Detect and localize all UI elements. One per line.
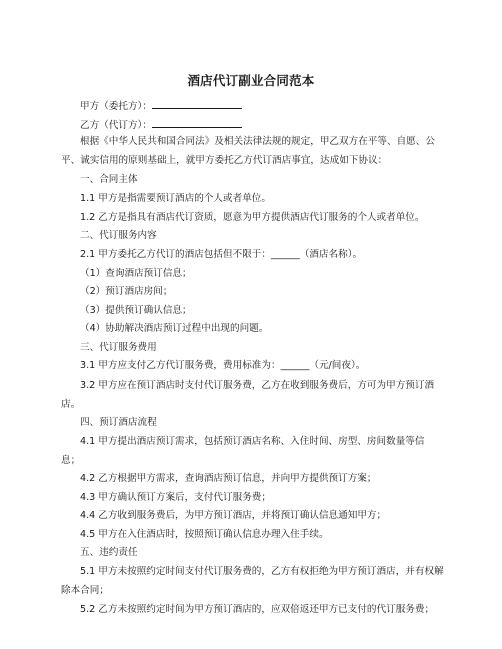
document-title: 酒店代订副业合同范本 (187, 73, 315, 88)
clause-4-3: 4.3 甲方确认预订方案后，支付代订服务费； (80, 492, 271, 503)
clause-3-1: 3.1 甲方应支付乙方代订服务费，费用标准为：______（元/间夜）。 (80, 360, 366, 371)
clause-2-sub-3: （3）提供预订确认信息； (80, 305, 192, 316)
clause-2-1: 2.1 甲方委托乙方代订的酒店包括但不限于：______（酒店名称）。 (80, 249, 363, 260)
section-4-heading: 四、预订酒店流程 (80, 417, 157, 428)
clause-3-2: 3.2 甲方应在预订酒店时支付代订服务费，乙方在收到服务费后，方可为甲方预订酒店。 (61, 380, 435, 410)
clause-5-2: 5.2 乙方未按照约定时间为甲方预订酒店的，应双倍返还甲方已支付的代订服务费； (80, 604, 435, 615)
clause-1-1: 1.1 甲方是指需要预订酒店的个人或者单位。 (80, 193, 271, 204)
clause-4-4: 4.4 乙方收到服务费后，为甲方预订酒店，并将预订确认信息通知甲方； (80, 510, 387, 521)
section-3-heading: 三、代订服务费用 (80, 342, 157, 353)
clause-2-sub-4: （4）协助解决酒店预订过程中出现的问题。 (80, 323, 269, 334)
section-1-heading: 一、合同主体 (80, 174, 138, 185)
party-b-line (80, 117, 242, 132)
party-a-label: 甲方（委托方）： (80, 101, 152, 112)
clause-4-5: 4.5 甲方在入住酒店时，按照预订确认信息办理入住手续。 (80, 529, 329, 540)
party-b-label: 乙方（代订方）： (80, 120, 152, 131)
clause-4-2: 4.2 乙方根据甲方需求，查询酒店预订信息，并向甲方提供预订方案； (80, 473, 377, 484)
party-a-line (80, 98, 242, 113)
party-a-blank (152, 98, 242, 109)
clause-2-sub-1: （1）查询酒店预订信息； (80, 268, 192, 279)
party-b-blank (152, 117, 242, 128)
clause-5-1: 5.1 甲方未按照约定时间支付代订服务费的，乙方有权拒绝为甲方预订酒店，并有权解除本合同； (61, 566, 444, 596)
clause-1-2: 1.2 乙方是指具有酒店代订资质，愿意为甲方提供酒店代订服务的个人或者单位。 (80, 212, 425, 223)
clause-2-sub-2: （2）预订酒店房间； (80, 286, 173, 297)
clause-4-1: 4.1 甲方提出酒店预订需求，包括预订酒店名称、入住时间、房型、房间数量等信息； (61, 436, 425, 466)
intro-paragraph: 根据《中华人民共和国合同法》及相关法律法规的规定，甲乙双方在平等、自愿、公平、诚实信用的原则基础上，就甲方委托乙方代订酒店事宜，达成如下协议： (61, 136, 435, 166)
section-2-heading: 二、代订服务内容 (80, 230, 157, 241)
section-5-heading: 五、违约责任 (80, 547, 138, 558)
